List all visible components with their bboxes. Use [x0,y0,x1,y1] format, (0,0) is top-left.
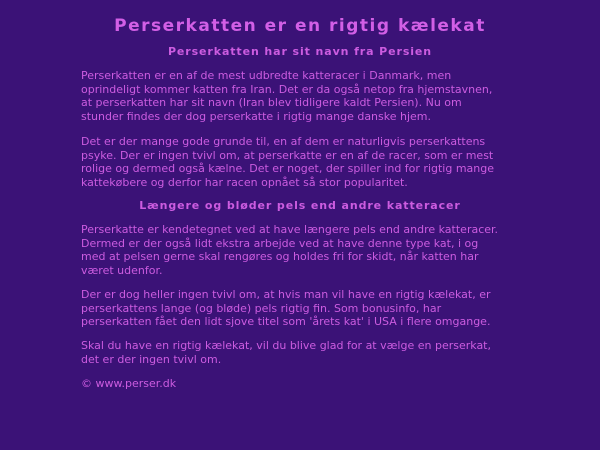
text-line: Dermed er der også lidt ekstra arbejde ved at have denne type kat, i og [81,236,479,250]
paragraph-fur-care [81,223,521,277]
text-line: oprindeligt kommer katten fra Iran. Det er da også netop fra hjemstavnen, [81,82,493,96]
paragraph-origin [81,69,521,123]
text-line: med at pelsen gerne skal rengøres og holdes fri for skidt, når katten har [81,250,479,264]
text-line: Der er dog heller ingen tvivl om, at hvis man vil have en rigtig kælekat, er [81,288,491,301]
text-line: rolige og dermed også kælne. Det er noget, der spiller ind for rigtig mange [81,162,495,176]
text-line: psyke. Der er ingen tvivl om, at perserkatte er en af de racer, som er mest [81,148,494,162]
text-line: perserkattens lange (og bløde) pels rigtig fin. Som bonusinfo, har [81,301,442,315]
text-line: været udenfor. [81,263,163,277]
copyright-footer: © www.perser.dk [81,377,177,390]
page-title: Perserkatten er en rigtig kælekat [114,16,486,36]
text-line: perserkatten fået den lidt sjove titel som 'årets kat' i USA i flere omgange. [81,315,491,329]
text-line: stunder findes der dog perserkatte i rigtig mange danske hjem. [81,109,432,123]
section-heading-origin: Perserkatten har sit navn fra Persien [167,45,433,58]
text-line: at perserkatten har sit navn (Iran blev tidligere kaldt Persien). Nu om [81,96,462,110]
section-heading-fur: Længere og bløder pels end andre katteracer [139,199,461,212]
paragraph-conclusion [81,339,521,366]
text-line: Perserkatten er en af de mest udbredte katteracer i Danmark, men [81,69,452,82]
text-line: Det er der mange gode grunde til, en af dem er naturligvis perserkattens [81,135,486,148]
text-line: det er der ingen tvivl om. [81,352,222,366]
text-line: kattekøbere og derfor har racen opnået så stor popularitet. [81,175,408,189]
text-line: Perserkatte er kendetegnet ved at have længere pels end andre katteracer. [81,223,499,236]
text-line: Skal du have en rigtig kælekat, vil du blive glad for at vælge en perserkat, [81,339,491,352]
paragraph-cat-of-year [81,288,521,329]
paragraph-temperament [81,135,521,189]
